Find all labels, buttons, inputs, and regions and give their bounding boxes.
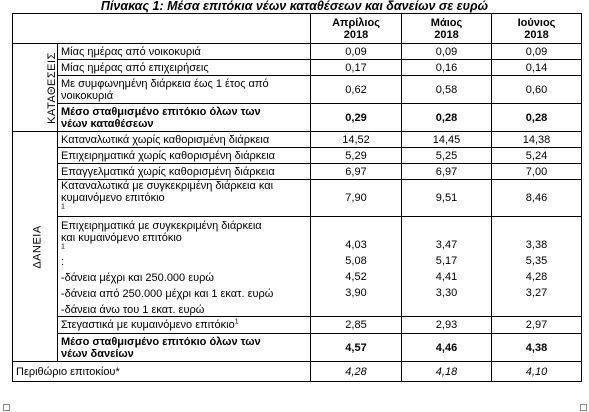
table-title: Πίνακας 1: Μέσα επιτόκια νέων καταθέσεων και δανείων σε ευρώ [100, 0, 489, 13]
row-label: Περιθώριο επιτοκίου* [13, 362, 311, 382]
sub-row-label: -δάνεια μέχρι και 250.000 ευρώ [61, 272, 214, 284]
row-label: Μέσο σταθμισμένο επιτόκιο όλων των νέων δανείων [58, 334, 311, 362]
table-row-business-defined [13, 217, 582, 317]
value-cell: 0,29 [311, 104, 402, 132]
value-cell: 4,03 5,08 4,52 3,90 [311, 217, 402, 317]
table-row [13, 44, 582, 60]
value-cell: 4,10 [492, 362, 582, 382]
value-cell: 2,97 [492, 317, 582, 334]
row-label: Επιχειρηματικά χωρίς καθορισμένη διάρκεια [58, 148, 311, 164]
column-header: Μάιος 2018 [402, 14, 492, 44]
table-row [13, 76, 582, 104]
row-label: Μίας ημέρας από επιχειρήσεις [58, 60, 311, 76]
value-cell: 2,85 [311, 317, 402, 334]
value-cell: 0,09 [492, 44, 582, 60]
value-cell: 8,46 [492, 180, 582, 217]
section-label-deposits: ΚΑΤΑΘΕΣΕΙΣ [13, 44, 58, 132]
row-label: Επαγγελματικά χωρίς καθορισμένη διάρκεια [58, 164, 311, 180]
value-cell: 0,58 [402, 76, 492, 104]
value-cell: 5,29 [311, 148, 402, 164]
table-row-average-deposits [13, 104, 582, 132]
value-cell: 3,38 5,35 4,28 3,27 [492, 217, 582, 317]
value-cell: 0,17 [311, 60, 402, 76]
value-cell: 4,57 [311, 334, 402, 362]
table-row [13, 148, 582, 164]
row-label: Με συμφωνημένη διάρκεια έως 1 έτος από νοικοκυριά [58, 76, 311, 104]
row-label: Καταναλωτικά με συγκεκριμένη διάρκεια και κυμαινόμενο επιτόκιο $^1$ [58, 180, 311, 217]
value-cell: 7,90 [311, 180, 402, 217]
value-cell: 2,93 [402, 317, 492, 334]
row-label: Στεγαστικά με κυμαινόμενο επιτόκιο$^1$ [58, 317, 311, 334]
value-cell: 14,45 [402, 132, 492, 148]
value-cell: 9,51 [402, 180, 492, 217]
table-row [13, 317, 582, 334]
value-cell: 4,18 [402, 362, 492, 382]
value-cell: 6,97 [311, 164, 402, 180]
row-label: Μίας ημέρας από νοικοκυριά [58, 44, 311, 60]
row-label: Μέσο σταθμισμένο επιτόκιο όλων των νέων καταθέσεων [58, 104, 311, 132]
table-row [13, 132, 582, 148]
table-row [13, 60, 582, 76]
interest-rates-table [12, 13, 582, 382]
value-cell: 0,28 [492, 104, 582, 132]
row-label: Επιχειρηματικά με συγκεκριμένη διάρκεια και κυμαινόμενο επιτόκιο $^1$ : -δάνεια μέχρι και 250.000 ευρώ -δάνεια από 250.000 μέχρι και 1 εκατ. ευρώ -δάνεια άνω του 1 εκατ. ευρώ [58, 217, 311, 317]
resize-handle[interactable] [580, 404, 587, 411]
value-cell: 0,14 [492, 60, 582, 76]
value-cell: 0,28 [402, 104, 492, 132]
section-label-loans: ΔΑΝΕΙΑ [13, 132, 58, 362]
value-cell: 3,47 5,17 4,41 3,30 [402, 217, 492, 317]
row-label: Καταναλωτικά χωρίς καθορισμένη διάρκεια [58, 132, 311, 148]
table-row-average-loans [13, 334, 582, 362]
value-cell: 14,38 [492, 132, 582, 148]
table-row-margin [13, 362, 582, 382]
value-cell: 14,52 [311, 132, 402, 148]
value-cell: 4,28 [311, 362, 402, 382]
resize-handle[interactable] [3, 404, 10, 411]
value-cell: 4,38 [492, 334, 582, 362]
value-cell: 0,16 [402, 60, 492, 76]
value-cell: 4,46 [402, 334, 492, 362]
value-cell: 6,97 [402, 164, 492, 180]
value-cell: 0,09 [311, 44, 402, 60]
header-empty-cell [13, 14, 311, 44]
column-header: Ιούνιος 2018 [492, 14, 582, 44]
value-cell: 5,25 [402, 148, 492, 164]
sub-row-label: -δάνεια άνω του 1 εκατ. ευρώ [61, 304, 205, 316]
header-row [13, 14, 582, 44]
column-header: Απρίλιος 2018 [311, 14, 402, 44]
table-row [13, 180, 582, 217]
value-cell: 5,24 [492, 148, 582, 164]
value-cell: 0,60 [492, 76, 582, 104]
value-cell: 0,62 [311, 76, 402, 104]
sub-row-label: -δάνεια από 250.000 μέχρι και 1 εκατ. ευρώ [61, 288, 274, 300]
table-row [13, 164, 582, 180]
value-cell: 0,09 [402, 44, 492, 60]
value-cell: 7,00 [492, 164, 582, 180]
